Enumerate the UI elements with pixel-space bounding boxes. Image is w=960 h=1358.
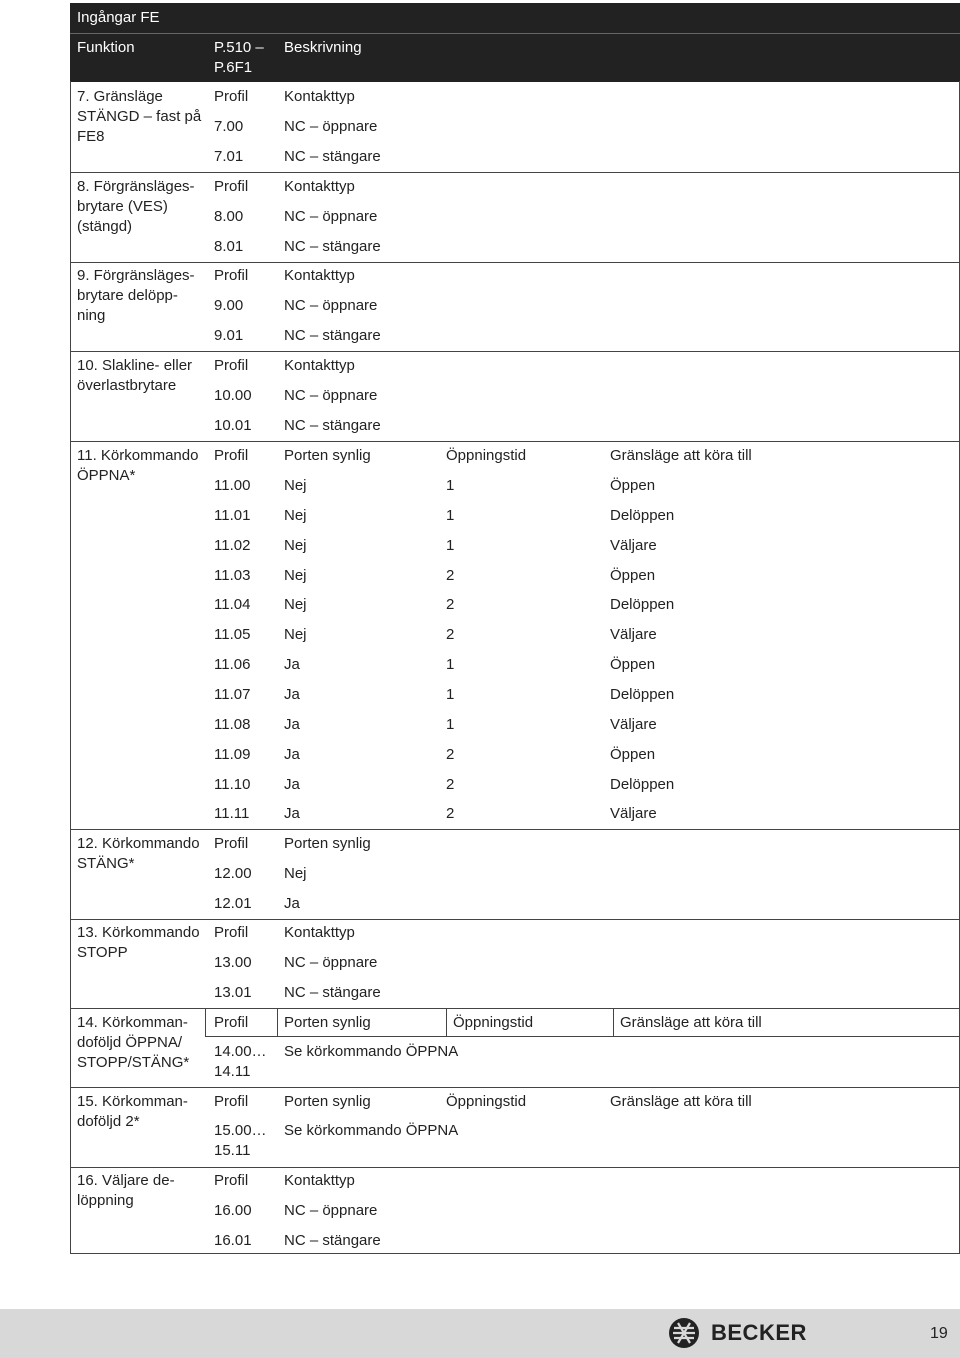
function-label: STÄNGD – fast på <box>77 108 202 125</box>
param-description: Öppen <box>610 567 656 584</box>
table-header-bar <box>70 33 960 82</box>
function-label: 10. Slakline- eller <box>77 357 193 374</box>
function-label: 13. Körkommando <box>77 924 200 941</box>
param-code: 10.01 <box>214 417 252 434</box>
param-description: Ja <box>284 656 300 673</box>
param-description: 2 <box>446 567 455 584</box>
param-code: Profil <box>214 267 249 284</box>
table-title: Ingångar FE <box>77 9 160 26</box>
param-description: NC – stängare <box>284 1232 381 1249</box>
param-description: Se körkommando ÖPPNA <box>284 1043 459 1060</box>
param-description: Öppen <box>610 656 656 673</box>
param-description: NC – stängare <box>284 148 381 165</box>
param-code: 16.00 <box>214 1202 252 1219</box>
function-label: (stängd) <box>77 218 133 235</box>
param-description: NC – stängare <box>284 327 381 344</box>
param-code: 12.00 <box>214 865 252 882</box>
param-code: 14.00… 14.11 <box>214 1043 267 1080</box>
param-description: NC – stängare <box>284 984 381 1001</box>
param-description: Kontakttyp <box>284 357 355 374</box>
param-code: 11.00 <box>214 477 251 494</box>
param-code: 11.02 <box>214 537 251 554</box>
function-label: ÖPPNA* <box>77 467 136 484</box>
param-code: 11.10 <box>214 776 251 793</box>
param-description: Nej <box>284 626 307 643</box>
param-code: 11.01 <box>214 507 251 524</box>
param-code: 11.08 <box>214 716 251 733</box>
param-code: 13.00 <box>214 954 252 971</box>
function-label: brytare delöpp- <box>77 287 178 304</box>
param-description: Väljare <box>610 626 657 643</box>
param-description: Nej <box>284 865 307 882</box>
param-description: Öppningstid <box>446 1093 527 1110</box>
section-separator <box>70 172 960 173</box>
section-separator <box>70 441 960 442</box>
param-description: 2 <box>446 596 455 613</box>
function-label: brytare (VES) <box>77 198 168 215</box>
param-description: Ja <box>284 776 300 793</box>
param-description: NC – öppnare <box>284 387 378 404</box>
param-code: 11.04 <box>214 596 251 613</box>
param-description: Se körkommando ÖPPNA <box>284 1122 459 1139</box>
param-description: Porten synlig <box>284 835 371 852</box>
param-description: NC – stängare <box>284 238 381 255</box>
page-number: 19 <box>930 1325 948 1342</box>
section-separator <box>70 1008 960 1009</box>
param-description: 1 <box>446 716 455 733</box>
param-description: Gränsläge att köra till <box>620 1014 762 1031</box>
section-separator <box>70 351 960 352</box>
param-code: 11.09 <box>214 746 251 763</box>
param-description: Delöppen <box>610 507 675 524</box>
function-label: löppning <box>77 1192 134 1209</box>
header-cell-border <box>205 1008 206 1036</box>
param-description: 2 <box>446 626 455 643</box>
param-description: Ja <box>284 716 300 733</box>
function-label: 8. Förgränsläges- <box>77 178 195 195</box>
param-description: NC – öppnare <box>284 954 378 971</box>
param-description: Kontakttyp <box>284 88 355 105</box>
param-description: Väljare <box>610 805 657 822</box>
section-separator <box>70 919 960 920</box>
function-label: STOPP <box>77 944 128 961</box>
function-label: 12. Körkommando <box>77 835 200 852</box>
param-description: Delöppen <box>610 776 675 793</box>
param-description: 2 <box>446 746 455 763</box>
table-bottom-border <box>70 1253 960 1254</box>
header-beskrivning: Beskrivning <box>284 39 362 56</box>
param-code: 11.05 <box>214 626 251 643</box>
function-label: STOPP/STÄNG* <box>77 1054 190 1071</box>
header-funktion: Funktion <box>77 39 135 56</box>
param-code: 16.01 <box>214 1232 252 1249</box>
param-code: Profil <box>214 357 249 374</box>
function-label: 11. Körkommando <box>77 447 199 464</box>
param-code: 11.06 <box>214 656 251 673</box>
param-description: Öppningstid <box>446 447 527 464</box>
param-code: 12.01 <box>214 895 252 912</box>
param-description: NC – stängare <box>284 417 381 434</box>
param-description: Öppen <box>610 477 656 494</box>
param-description: Nej <box>284 537 307 554</box>
header-cell-border <box>446 1008 447 1036</box>
param-description: 1 <box>446 656 455 673</box>
param-code: 8.00 <box>214 208 244 225</box>
param-description: 1 <box>446 686 455 703</box>
header-param-line2: P.6F1 <box>214 59 253 76</box>
param-description: NC – öppnare <box>284 118 378 135</box>
param-description: NC – öppnare <box>284 297 378 314</box>
param-code: 7.00 <box>214 118 244 135</box>
function-label: 9. Förgränsläges- <box>77 267 195 284</box>
header-param-line1: P.510 – <box>214 39 264 56</box>
param-code: 11.03 <box>214 567 251 584</box>
function-label: ning <box>77 307 106 324</box>
header-cell-border <box>277 1008 278 1036</box>
param-description: Porten synlig <box>284 1093 371 1110</box>
param-code: 13.01 <box>214 984 252 1001</box>
section-separator <box>70 1167 960 1168</box>
param-description: Ja <box>284 805 300 822</box>
param-description: Gränsläge att köra till <box>610 447 752 464</box>
param-description: Nej <box>284 477 307 494</box>
param-code: 10.00 <box>214 387 252 404</box>
param-description: Delöppen <box>610 686 675 703</box>
function-label: 15. Körkomman- <box>77 1093 188 1110</box>
param-description: 1 <box>446 477 455 494</box>
param-code: 7.01 <box>214 148 244 165</box>
param-description: Öppen <box>610 746 656 763</box>
param-description: Kontakttyp <box>284 924 355 941</box>
param-description: Gränsläge att köra till <box>610 1093 752 1110</box>
param-description: Väljare <box>610 716 657 733</box>
param-description: Delöppen <box>610 596 675 613</box>
function-label: 16. Väljare de- <box>77 1172 175 1189</box>
param-description: Ja <box>284 895 300 912</box>
param-description: Ja <box>284 746 300 763</box>
param-description: Kontakttyp <box>284 1172 355 1189</box>
section-separator <box>70 829 960 830</box>
table-left-border <box>70 81 71 1254</box>
param-code: Profil <box>214 178 249 195</box>
param-description: Väljare <box>610 537 657 554</box>
param-code: Profil <box>214 924 249 941</box>
becker-star-icon <box>668 1317 700 1349</box>
param-description: 1 <box>446 537 455 554</box>
function-label: doföljd ÖPPNA/ <box>77 1034 183 1051</box>
param-description: Nej <box>284 507 307 524</box>
param-description: Kontakttyp <box>284 178 355 195</box>
param-code: 9.00 <box>214 297 244 314</box>
param-code: Profil <box>214 1014 249 1031</box>
param-description: Kontakttyp <box>284 267 355 284</box>
param-code: Profil <box>214 88 249 105</box>
param-description: 2 <box>446 776 455 793</box>
function-label: 7. Gränsläge <box>77 88 163 105</box>
header-cell-border <box>205 1036 960 1037</box>
param-code: 8.01 <box>214 238 244 255</box>
function-label: doföljd 2* <box>77 1113 140 1130</box>
param-code: 11.11 <box>214 805 250 822</box>
table-title-bar <box>70 3 960 33</box>
param-code: Profil <box>214 447 249 464</box>
function-label: 14. Körkomman- <box>77 1014 188 1031</box>
param-code: Profil <box>214 835 249 852</box>
section-separator <box>70 1087 960 1088</box>
param-code: 15.00… 15.11 <box>214 1122 267 1159</box>
footer-bar <box>0 1309 960 1358</box>
param-description: NC – öppnare <box>284 1202 378 1219</box>
param-code: Profil <box>214 1093 249 1110</box>
param-description: Porten synlig <box>284 447 371 464</box>
param-description: Nej <box>284 596 307 613</box>
param-description: Nej <box>284 567 307 584</box>
header-cell-border <box>613 1008 614 1036</box>
param-description: 2 <box>446 805 455 822</box>
param-code: 9.01 <box>214 327 244 344</box>
section-separator <box>70 262 960 263</box>
param-description: Porten synlig <box>284 1014 371 1031</box>
param-description: NC – öppnare <box>284 208 378 225</box>
param-description: Ja <box>284 686 300 703</box>
function-label: STÄNG* <box>77 855 135 872</box>
becker-logo-text: BECKER <box>711 1320 807 1345</box>
param-code: 11.07 <box>214 686 251 703</box>
param-code: Profil <box>214 1172 249 1189</box>
param-description: 1 <box>446 507 455 524</box>
function-label: överlastbrytare <box>77 377 177 394</box>
param-description: Öppningstid <box>453 1014 534 1031</box>
function-label: FE8 <box>77 128 105 145</box>
